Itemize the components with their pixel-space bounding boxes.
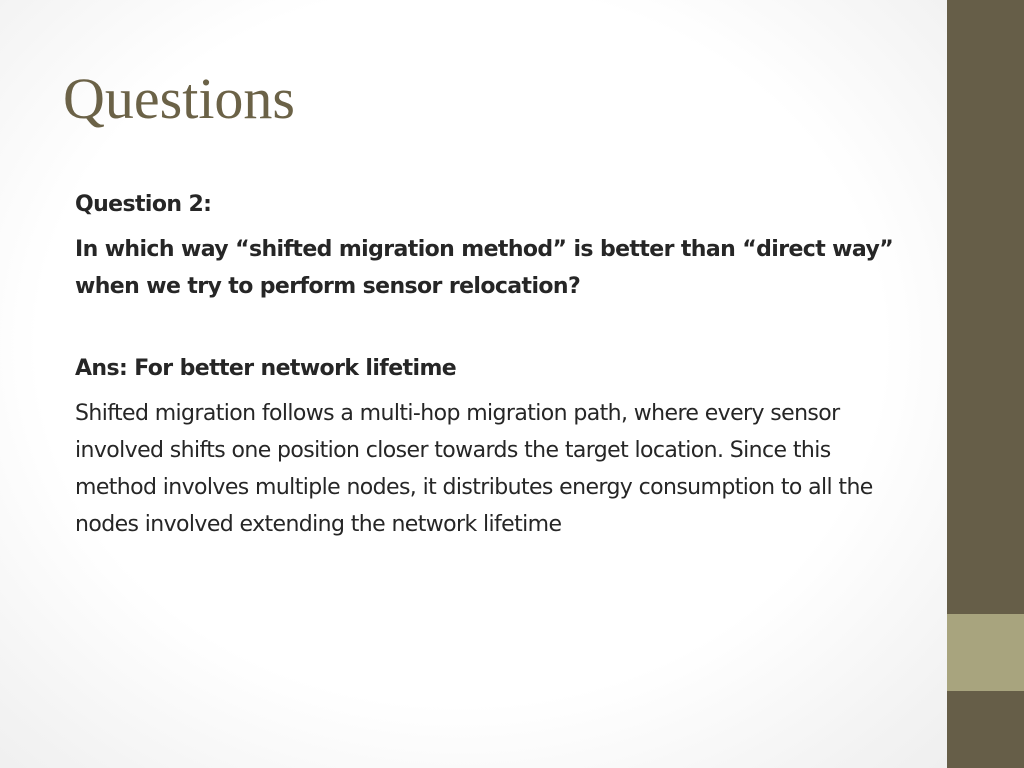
slide-title: Questions [63,66,295,131]
answer-label: Ans: For better network lifetime [75,356,457,381]
question-label: Question 2: [75,192,212,217]
answer-text: Shifted migration follows a multi-hop migration path, where every sensor involved shifts one position closer towards the target location. Since this method involves multiple nodes, it distributes energy consumption to all the nodes involved extending the network lifetime [75,401,873,537]
slide-body [75,186,905,551]
paragraph-spacer [75,313,905,350]
sidebar-accent-block [947,614,1024,691]
question-text: In which way “shifted migration method” is better than “direct way” when we try to perform sensor relocation? [75,237,894,299]
